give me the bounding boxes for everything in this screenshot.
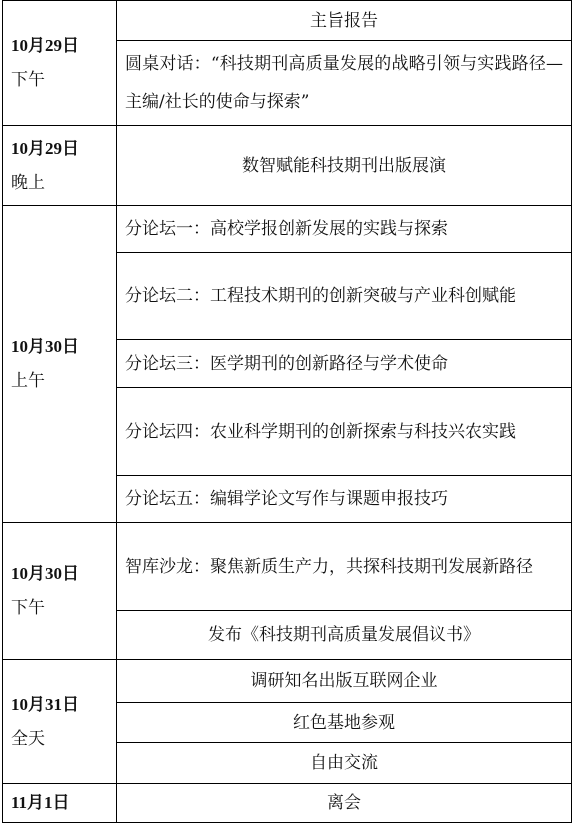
date-cell [3, 206, 117, 523]
event-cell: 自由交流 [117, 743, 572, 784]
period-label: 下午 [11, 70, 45, 90]
event-cell: 离会 [117, 784, 572, 823]
date-cell [3, 660, 117, 784]
date-label: 10月29日 [11, 138, 79, 158]
event-cell: 分论坛二：工程技术期刊的创新突破与产业科创赋能 [117, 253, 572, 340]
event-cell: 分论坛三：医学期刊的创新路径与学术使命 [117, 340, 572, 388]
event-cell: 智库沙龙：聚焦新质生产力，共探科技期刊发展新路径 [117, 523, 572, 611]
schedule-table [2, 0, 572, 823]
event-cell: 发布《科技期刊高质量发展倡议书》 [117, 611, 572, 660]
table-row [3, 126, 572, 206]
date-label: 10月31日 [11, 694, 79, 714]
table-row [3, 206, 572, 253]
event-cell: 调研知名出版互联网企业 [117, 660, 572, 703]
date-cell [3, 126, 117, 206]
date-cell [3, 784, 117, 823]
period-label: 下午 [11, 598, 45, 618]
event-cell: 数智赋能科技期刊出版展演 [117, 126, 572, 206]
date-cell [3, 1, 117, 126]
date-label: 10月30日 [11, 337, 79, 356]
event-cell: 分论坛四：农业科学期刊的创新探索与科技兴农实践 [117, 388, 572, 476]
date-label: 11月1日 [11, 793, 70, 812]
table-row [3, 660, 572, 703]
period-label: 晚上 [11, 172, 45, 193]
table-row [3, 523, 572, 611]
event-cell: 分论坛五：编辑学论文写作与课题申报技巧 [117, 476, 572, 523]
table-row [3, 784, 572, 823]
table-row [3, 1, 572, 41]
event-cell: 红色基地参观 [117, 703, 572, 743]
event-cell: 圆桌对话：“科技期刊高质量发展的战略引领与实践路径—主编/社长的使命与探索” [117, 41, 572, 126]
date-cell [3, 523, 117, 660]
period-label: 全天 [11, 728, 45, 749]
event-cell: 主旨报告 [117, 1, 572, 41]
event-cell: 分论坛一：高校学报创新发展的实践与探索 [117, 206, 572, 253]
date-label: 10月30日 [11, 564, 79, 583]
date-label: 10月29日 [11, 36, 79, 55]
period-label: 上午 [11, 371, 45, 391]
